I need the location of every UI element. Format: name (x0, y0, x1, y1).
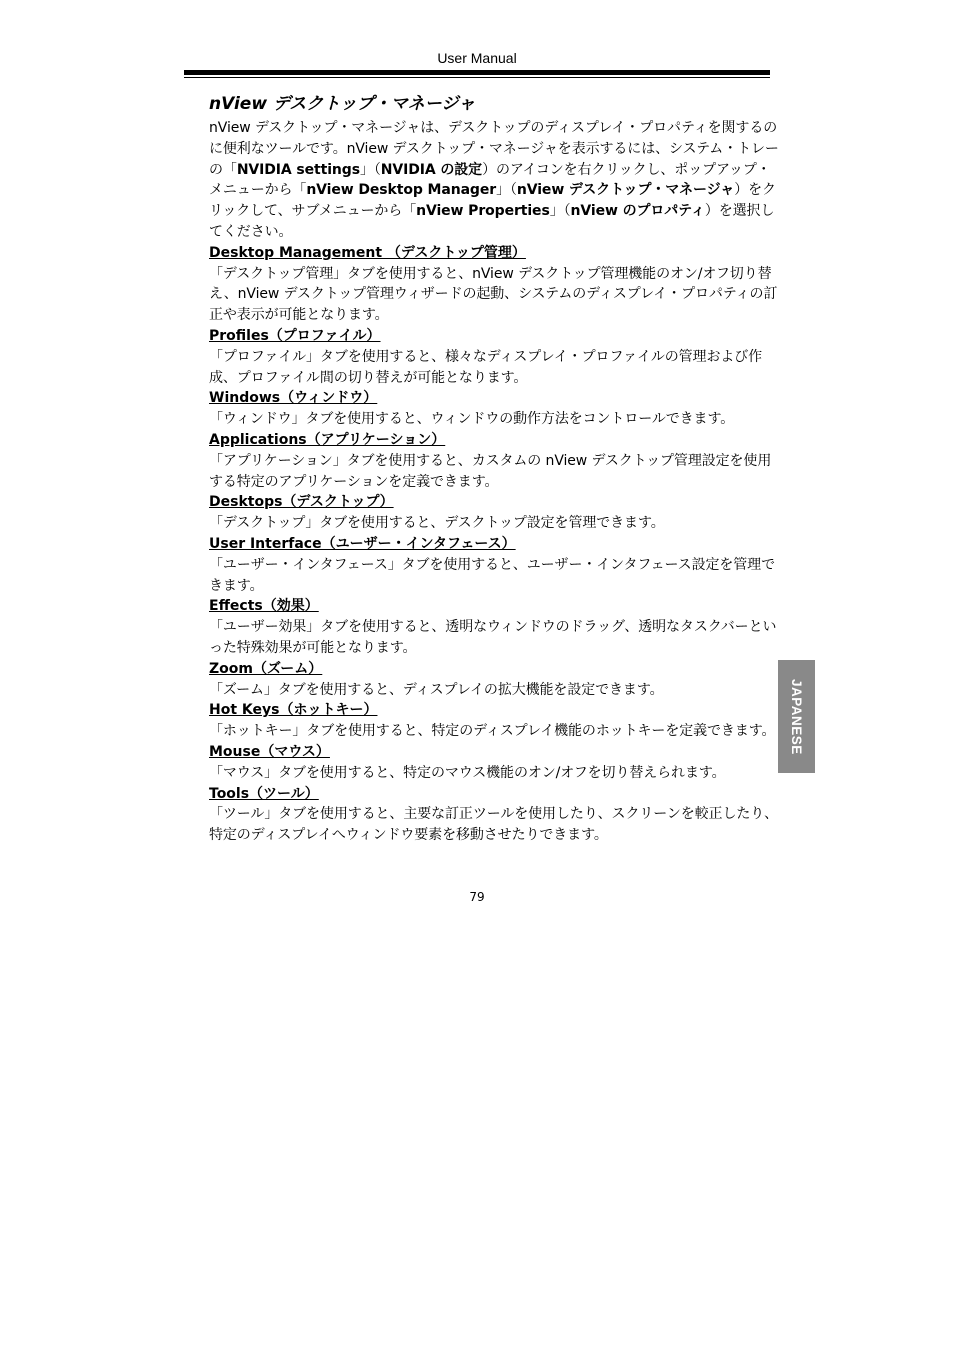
body-profiles: 「プロファイル」タブを使用すると、様々なディスプレイ・プロファイルの管理および作成、プロファイル間の切り替えが可能となります。 (209, 348, 763, 386)
intro-text: 」（ (496, 182, 517, 199)
body-desktop-management: 「デスクトップ管理」タブを使用すると、nView デスクトップ管理機能のオン/オフ切り替え、nView デスクトップ管理ウィザードの起動、システムのディスプレイ・プロパティの訂正や表示が可能となります。 (209, 265, 778, 324)
body-user-interface: 「ユーザー・インタフェース」タブを使用すると、ユーザー・インタフェース設定を管理できます。 (209, 556, 775, 594)
intro-bold: nView のプロパティ (570, 203, 705, 220)
intro-text: 」（ (549, 203, 571, 220)
subheading-windows: Windows（ウィンドウ） (209, 390, 378, 407)
intro-paragraph (209, 118, 779, 243)
body-applications: 「アプリケーション」タブを使用すると、カスタムの nView デスクトップ管理設定を使用する特定のアプリケーションを定義できます。 (209, 452, 772, 490)
intro-text: ）のアイコンを右クリックし、ポップアップ・メニューから「 (209, 161, 771, 199)
subheading-applications: Applications（アプリケーション） (209, 431, 446, 448)
subheading-profiles: Profiles（プロファイル） (209, 327, 381, 344)
body-tools: 「ツール」タブを使用すると、主要な訂正ツールを使用したり、スクリーンを較正したり、特定のディスプレイへウィンドウ要素を移動させたりできます。 (209, 806, 779, 844)
subheading-hot-keys: Hot Keys（ホットキー） (209, 702, 378, 719)
body-zoom: 「ズーム」タブを使用すると、ディスプレイの拡大機能を設定できます。 (209, 681, 664, 698)
header-rule-thin (184, 77, 770, 78)
intro-text: ）を選択してください。 (209, 203, 775, 240)
body-desktops: 「デスクトップ」タブを使用すると、デスクトップ設定を管理できます。 (209, 515, 665, 532)
subheading-tools: Tools（ツール） (209, 785, 319, 802)
intro-text: 」（ (359, 161, 381, 178)
section-title: nView デスクトップ・マネージャ (209, 94, 476, 114)
body-windows: 「ウィンドウ」タブを使用すると、ウィンドウの動作方法をコントロールできます。 (209, 411, 735, 428)
body-mouse: 「マウス」タブを使用すると、特定のマウス機能のオン/オフを切り替えられます。 (209, 764, 726, 781)
page-number: 79 (469, 890, 485, 904)
subheading-mouse: Mouse（マウス） (209, 743, 330, 760)
header-rule-thick (184, 70, 770, 75)
intro-bold: nView Properties (416, 203, 550, 220)
language-side-tab (778, 660, 815, 773)
subheading-effects: Effects（効果） (209, 598, 319, 615)
body-hot-keys: 「ホットキー」タブを使用すると、特定のディスプレイ機能のホットキーを定義できます。 (209, 723, 776, 740)
subheading-zoom: Zoom（ズーム） (209, 660, 323, 677)
subheading-desktops: Desktops（デスクトップ） (209, 494, 394, 511)
running-header-title: User Manual (437, 50, 517, 66)
intro-bold: nView Desktop Manager (306, 182, 497, 199)
intro-text: ）をクリックして、サブメニューから「 (209, 182, 776, 220)
intro-bold: NVIDIA settings (236, 161, 360, 178)
subheading-user-interface: User Interface（ユーザー・インタフェース） (209, 535, 516, 552)
intro-bold: nView デスクトップ・マネージャ (516, 182, 735, 199)
language-side-tab-label: JAPANESE (789, 678, 804, 755)
intro-bold: NVIDIA の設定 (380, 161, 483, 178)
page-content (209, 92, 779, 846)
body-effects: 「ユーザー効果」タブを使用すると、透明なウィンドウのドラッグ、透明なタスクバーといった特殊効果が可能となります。 (209, 619, 777, 656)
subheading-desktop-management: Desktop Management （デスクトップ管理） (209, 244, 526, 261)
intro-text: nView デスクトップ・マネージャは、デスクトップのディスプレイ・プロパティを関するのに便利なツールです。nView デスクトップ・マネージャを表示するには、システム・トレーの「 (209, 120, 779, 178)
